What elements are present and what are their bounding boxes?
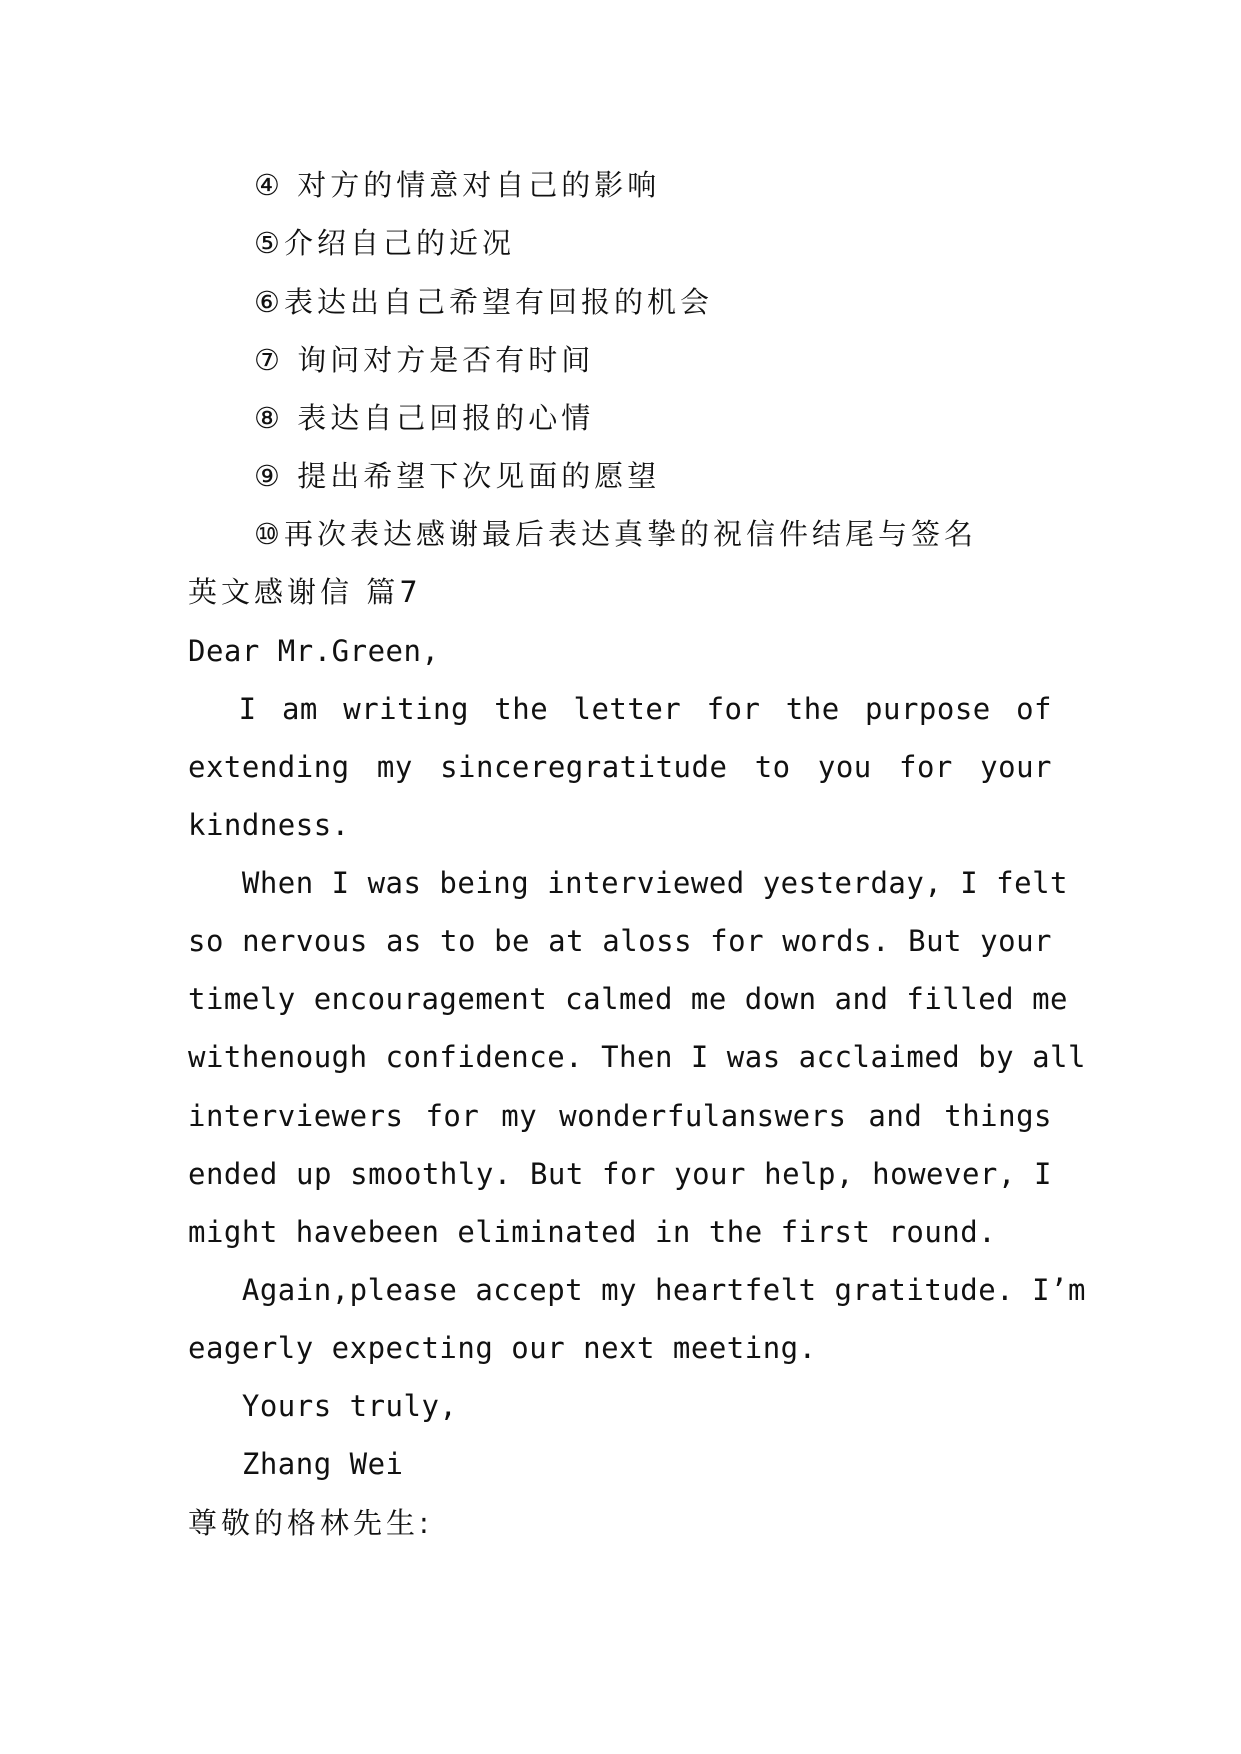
paragraph-2-line-3: timely encouragement calmed me down and filled me [188, 982, 1069, 1016]
paragraph-1-line-3: kindness. [188, 808, 350, 842]
paragraph-3-line-1: Again,please accept my heartfelt gratitude. I’m [188, 1273, 1086, 1307]
letter-salutation: Dear Mr.Green, [188, 634, 440, 668]
letter-closing: Yours truly, [188, 1389, 458, 1423]
paragraph-2-line-4: withenough confidence. Then I was acclaimed by all [188, 1040, 1086, 1074]
outline-item-8: ⑧ 表达自己回报的心情 [254, 401, 595, 435]
letter-signature: Zhang Wei [188, 1447, 404, 1481]
outline-item-7: ⑦ 询问对方是否有时间 [254, 343, 595, 377]
outline-item-4: ④ 对方的情意对自己的影响 [254, 168, 661, 202]
chinese-letter-salutation: 尊敬的格林先生: [188, 1506, 433, 1540]
section-heading: 英文感谢信 篇7 [188, 575, 422, 609]
paragraph-1-line-2: extending my sinceregratitude to you for your [188, 750, 1052, 784]
paragraph-2-line-6: ended up smoothly. But for your help, however, I [188, 1157, 1052, 1191]
paragraph-2-line-7: might havebeen eliminated in the first round. [188, 1215, 997, 1249]
paragraph-1-line-1: I am writing the letter for the purpose of [188, 692, 1052, 726]
outline-item-5: ⑤介绍自己的近况 [254, 226, 515, 260]
outline-item-10: ⑩再次表达感谢最后表达真挚的祝信件结尾与签名 [254, 517, 977, 551]
paragraph-2-line-5: interviewers for my wonderfulanswers and things [188, 1099, 1052, 1133]
paragraph-2-line-1: When I was being interviewed yesterday, I felt [188, 866, 1069, 900]
outline-item-9: ⑨ 提出希望下次见面的愿望 [254, 459, 661, 493]
outline-item-6: ⑥表达出自己希望有回报的机会 [254, 285, 713, 319]
paragraph-3-line-2: eagerly expecting our next meeting. [188, 1331, 817, 1365]
paragraph-2-line-2: so nervous as to be at aloss for words. But your [188, 924, 1052, 958]
